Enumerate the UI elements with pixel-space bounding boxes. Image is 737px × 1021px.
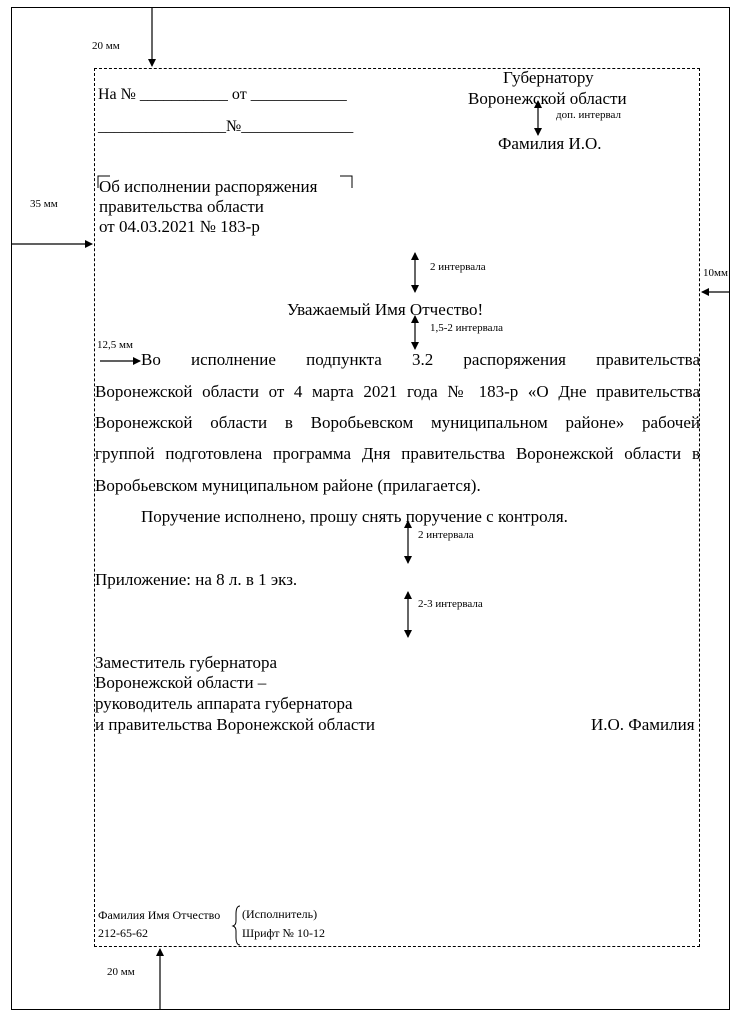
signatory-name: И.О. Фамилия (591, 715, 695, 734)
body-line-1: Во исполнение подпункта 3.2 распоряжения правительства (141, 350, 700, 369)
body-line-2: Воронежской области от 4 марта 2021 года № 183-р «О Дне правительства (95, 382, 700, 401)
right-margin-label: 10мм (703, 267, 728, 279)
top-margin-label: 20 мм (92, 40, 120, 52)
attachment-line: Приложение: на 8 л. в 1 экз. (95, 570, 298, 589)
subject-line-1: Об исполнении распоряжения (99, 177, 318, 196)
executor-label: (Исполнитель) (242, 907, 318, 921)
subject-corner-right (340, 176, 352, 188)
extra-interval-label: доп. интервал (556, 109, 621, 121)
subject-line-2: правительства области (99, 197, 264, 216)
subject-line-3: от 04.03.2021 № 183-р (99, 217, 260, 236)
body-line-5: Воробьевском муниципальном районе (прилагается). (95, 476, 481, 495)
body-interval-label: 2 интервала (418, 529, 474, 541)
attachment-interval-label: 2-3 интервала (418, 598, 483, 610)
body-line-4: группой подготовлена программа Дня правительства Воронежской области в (95, 444, 700, 463)
body-paragraph-2: Поручение исполнено, прошу снять поручение с контроля. (141, 507, 568, 526)
signature-line-2: Воронежской области – (95, 673, 267, 692)
subject-interval-label: 2 интервала (430, 261, 486, 273)
executor-phone: 212-65-62 (98, 926, 148, 940)
addressee-name: Фамилия И.О. (498, 134, 602, 153)
signature-line-3: руководитель аппарата губернатора (95, 694, 353, 713)
signature-line-4: и правительства Воронежской области (95, 715, 375, 734)
reference-line-2: ________________№______________ (98, 118, 354, 135)
executor-brace (233, 906, 240, 945)
executor-font-note: Шрифт № 10-12 (242, 926, 325, 940)
indent-label: 12,5 мм (97, 339, 133, 351)
salutation-interval-label: 1,5-2 интервала (430, 322, 504, 334)
signature-line-1: Заместитель губернатора (95, 653, 277, 672)
executor-name: Фамилия Имя Отчество (98, 908, 221, 922)
body-line-3: Воронежской области в Воробьевском муниципальном районе» рабочей (95, 413, 700, 432)
addressee-line-1: Губернатору (503, 68, 594, 87)
addressee-line-2: Воронежской области (468, 89, 627, 108)
left-margin-label: 35 мм (30, 198, 58, 210)
salutation: Уважаемый Имя Отчество! (287, 300, 484, 319)
reference-line-1: На № ___________ от ____________ (98, 86, 347, 103)
bottom-margin-label: 20 мм (107, 966, 135, 978)
